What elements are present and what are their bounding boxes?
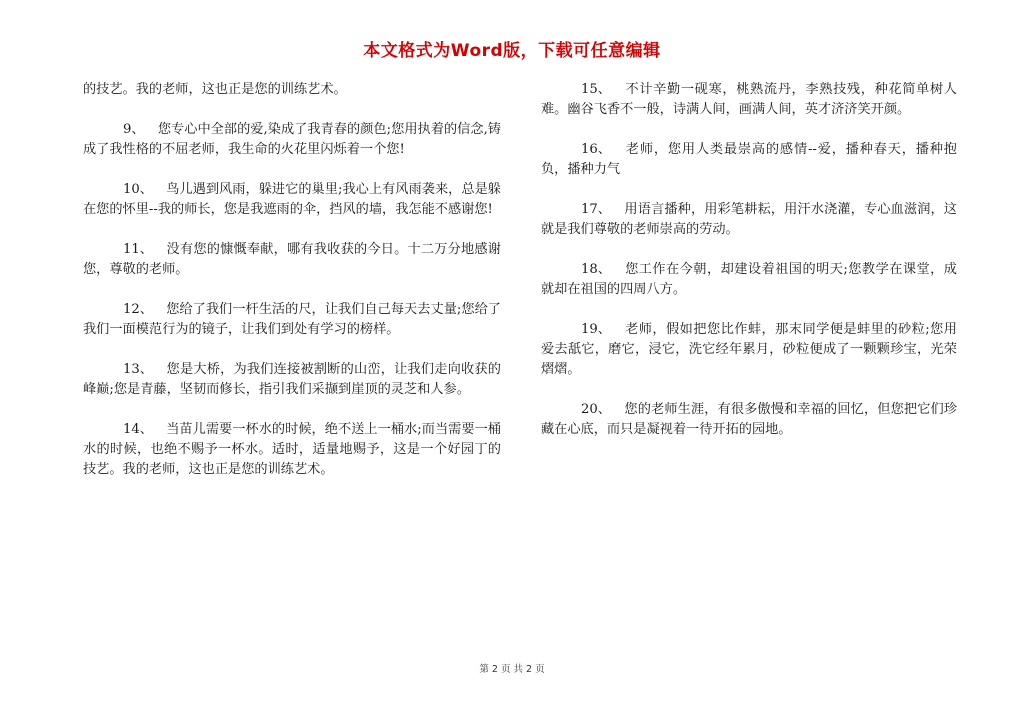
left-column <box>83 80 501 500</box>
list-item <box>83 80 501 100</box>
right-column <box>541 80 957 460</box>
paragraph-number: 9、 <box>123 122 145 137</box>
paragraph-text: 您专心中全部的爱,染成了我青春的颜色;您用执着的信念,铸成了我性格的不屈老师，我生命的火花里闪烁着一个您! <box>83 122 501 157</box>
paragraph-text: 的技艺。我的老师，这也正是您的训练艺术。 <box>83 82 347 97</box>
list-item <box>541 260 957 300</box>
paragraph-number: 17、 <box>581 202 611 217</box>
paragraph-number: 10、 <box>123 182 153 197</box>
document-header-title: 本文格式为Word版，下载可任意编辑 <box>363 41 661 61</box>
paragraph-number: 15、 <box>581 82 611 97</box>
paragraph-text: 老师，您用人类最崇高的感情--爱，播种春天，播种抱负，播种力气 <box>541 142 957 177</box>
list-item <box>541 320 957 380</box>
paragraph-text: 您的老师生涯，有很多傲慢和幸福的回忆，但您把它们珍藏在心底，而只是凝视着一待开拓的园地。 <box>541 402 957 437</box>
paragraph-text: 用语言播种，用彩笔耕耘，用汗水浇灌，专心血滋润，这就是我们尊敬的老师崇高的劳动。 <box>541 202 957 237</box>
paragraph-text: 不计辛勤一砚寒，桃熟流丹，李熟技残，种花简单树人难。幽谷飞香不一般，诗满人间，画满人间，英才济济笑开颜。 <box>541 82 957 117</box>
paragraph-text: 当苗儿需要一杯水的时候，绝不送上一桶水;而当需要一桶水的时候，也绝不赐予一杯水。适时，适量地赐予，这是一个好园丁的技艺。我的老师，这也正是您的训练艺术。 <box>83 422 501 477</box>
list-item <box>541 400 957 440</box>
paragraph-text: 老师，假如把您比作蚌，那末同学便是蚌里的砂粒;您用爱去舐它，磨它，浸它，洗它经年累月，砂粒便成了一颗颗珍宝，光荣熠熠。 <box>541 322 957 377</box>
paragraph-number: 11、 <box>123 242 153 257</box>
paragraph-text: 鸟儿遇到风雨，躲进它的巢里;我心上有风雨袭来，总是躲在您的怀里--我的师长，您是我遮雨的伞，挡风的墙，我怎能不感谢您! <box>83 182 501 217</box>
list-item <box>83 240 501 280</box>
page-number: 第 2 页 共 2 页 <box>479 664 545 675</box>
paragraph-number: 19、 <box>581 322 611 337</box>
list-item <box>83 180 501 220</box>
list-item <box>83 300 501 340</box>
paragraph-number: 13、 <box>123 362 153 377</box>
paragraph-number: 12、 <box>123 302 153 317</box>
paragraph-text: 您工作在今朝，却建设着祖国的明天;您教学在课堂，成就却在祖国的四周八方。 <box>541 262 957 297</box>
paragraph-number: 14、 <box>123 422 153 437</box>
list-item <box>541 80 957 120</box>
paragraph-number: 20、 <box>581 402 611 417</box>
list-item <box>541 140 957 180</box>
paragraph-number: 16、 <box>581 142 611 157</box>
paragraph-text: 您给了我们一杆生活的尺，让我们自己每天去丈量;您给了我们一面模范行为的镜子，让我们到处有学习的榜样。 <box>83 302 501 337</box>
paragraph-text: 没有您的慷慨奉献，哪有我收获的今日。十二万分地感谢您，尊敬的老师。 <box>83 242 501 277</box>
list-item <box>541 200 957 240</box>
list-item <box>83 360 501 400</box>
list-item <box>83 120 501 160</box>
paragraph-number: 18、 <box>581 262 611 277</box>
list-item <box>83 420 501 480</box>
paragraph-text: 您是大桥，为我们连接被割断的山峦，让我们走向收获的峰巅;您是青藤，坚韧而修长，指引我们采撷到崖顶的灵芝和人参。 <box>83 362 501 397</box>
